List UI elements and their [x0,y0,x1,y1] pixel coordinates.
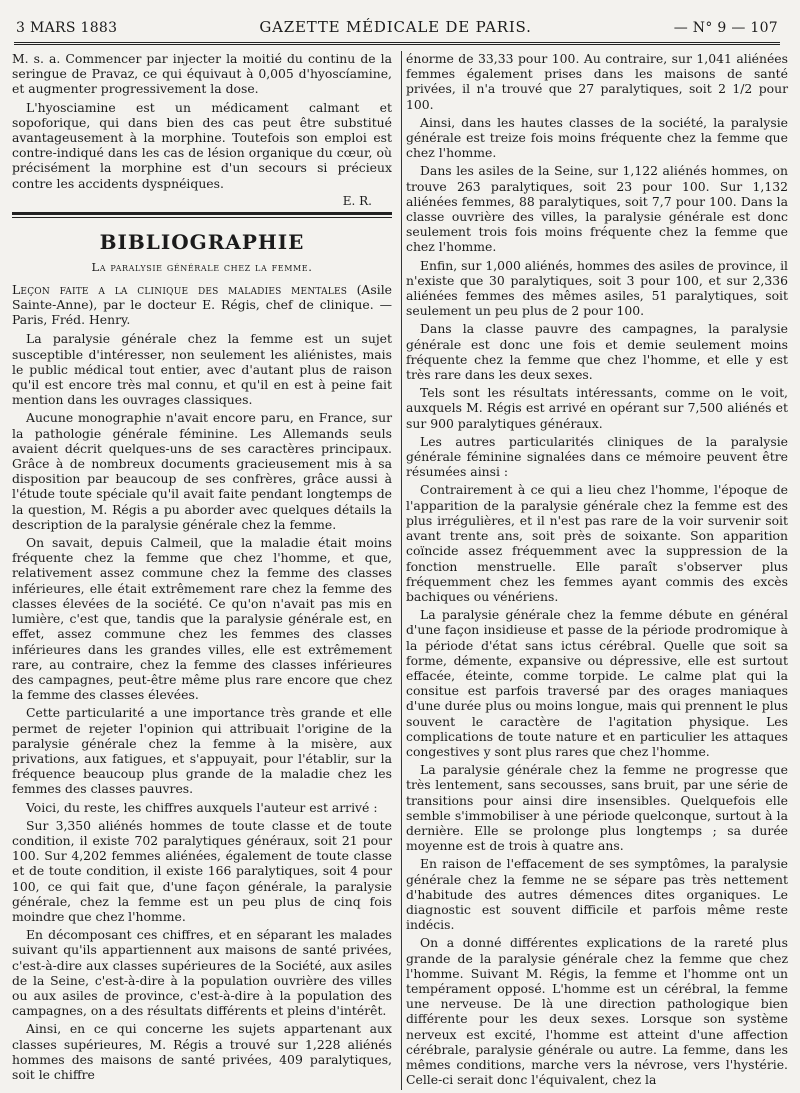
column-divider [401,51,402,1090]
paragraph: L'hyosciamine est un médicament calmant et sopoforique, qui dans bien des cas peut être substitué avantageusement à la morphine. Toutefois son emploi est contre-indiqué dans les cas de lésion organique du cœur, où précisément la morphine est d'un secours si précieux contre les accidents dyspnéiques. [12,99,392,191]
paragraph: M. s. a. Commencer par injecter la moitié du continu de la seringue de Pravaz, ce qui équivaut à 0,005 d'hyoscíamine, et augmenter progressivement la dose. [12,51,392,97]
paragraph: La paralysie générale chez la femme ne progresse que très lentement, sans secousses, sans bruit, par une série de transitions pour ainsi dire insensibles. Quelquefois elle semble s'immobiliser à une période quelconque, surtout à la dernière. Elle se prolonge plus longtemps ; sa durée moyenne est de trois à quatre ans. [406,762,788,854]
paragraph: Dans la classe pauvre des campagnes, la paralysie générale est donc une fois et demie seulement moins fréquente chez la femme que chez l'homme, et elle y est très rare dans les deux sexes. [406,321,788,383]
paragraph: Tels sont les résultats intéressants, comme on le voit, auxquels M. Régis est arrivé en opérant sur 7,500 aliénés et sur 900 paralytiques généraux. [406,385,788,431]
paragraph: En raison de l'effacement de ses symptômes, la paralysie générale chez la femme ne se sépare pas très nettement d'habitude des autres démences dites organiques. Le diagnostic est souvent difficile et parfois même reste indécis. [406,856,788,933]
paragraph: Enfin, sur 1,000 aliénés, hommes des asiles de province, il n'existe que 30 paralytiques, soit 3 pour 100, et sur 2,336 aliénées femmes des mêmes asiles, 51 paralytiques, soit seulement un peu plus de 2 pour 100. [406,257,788,319]
header-rule [14,42,780,45]
text-columns [12,51,788,1090]
paragraph: Aucune monographie n'avait encore paru, en France, sur la pathologie générale féminine. Les Allemands seuls avaient décrit quelques-uns de ses caractères principaux. Grâce à de nombreux documents gracieusement mis à sa disposition par beaucoup de ses confrères, grâce aussi à l'étude toute spéciale qu'il avait faite pendant longtemps de la question, M. Régis a pu aborder avec quelques détails la description de la paralysie générale chez la femme. [12,410,392,532]
issue-date: 3 MARS 1883 [16,20,118,36]
paragraph: Ainsi, dans les hautes classes de la société, la paralysie générale est treize fois moins fréquente chez la femme que chez l'homme. [406,114,788,161]
paragraph: La paralysie générale chez la femme est un sujet susceptible d'intéresser, non seulement les aliénistes, mais le public médical tout entier, avec d'autant plus de raison qu'il est encore très mal connu, et qu'il en est à peine fait mention dans les ouvrages classiques. [12,331,392,408]
page-number: — N° 9 — 107 [673,20,778,36]
paragraph: La paralysie générale chez la femme débute en général d'une façon insidieuse et passe de la période prodromique à la période d'état sans ictus cérébral. Quelle que soit sa forme, démente, expansive ou dépressive, elle est surtout effacée, éteinte, comme torpide. Le calme plat qui la consitue est parfois traversé par des orages maniaques d'une durée plus ou moins longue, mais qui prennent le plus souvent le caractère de l'agitation physique. Les complications de toute nature et en particulier les attaques congestives y sont plus rares que chez l'homme. [406,607,788,759]
article-title: La paralysie générale chez la femme. [91,259,313,274]
right-column [406,51,788,1090]
paragraph: On savait, depuis Calmeil, que la maladie était moins fréquente chez la femme que chez l'homme, et que, relativement assez commune chez la femme des classes inférieures, elle était extrêmement rare chez la femme des classes élevées de la société. Ce qu'on n'avait pas mis en lumière, c'est que, tandis que la paralysie générale est, en effet, assez commune chez les femmes des classes inférieures dans les grandes villes, elle est extrêmement rare, au contraire, chez la femme des classes inférieures des campagnes, peut-être même plus rare encore que chez la femme des classes élevées. [12,535,392,703]
paragraph: On a donné différentes explications de la rareté plus grande de la paralysie générale chez la femme que chez l'homme. Suivant M. Régis, la femme et l'homme ont un tempérament opposé. L'homme est un cérébral, la femme une nerveuse. De là une direction pathologique bien différente pour les deux sexes. Lorsque son système nerveux est excité, l'homme est atteint d'une affection cérébrale, paralysie générale ou autre. La femme, dans les mêmes conditions, marche vers la névrose, vers l'hystérie. Celle-ci serait donc l'équivalent, chez la [406,935,788,1088]
book-reference [12,282,392,328]
paragraph: En décomposant ces chiffres, et en séparant les malades suivant qu'ils appartiennent aux maisons de santé privées, c'est-à-dire aux classes supérieures de la Société, aux asiles de la Seine, c'est-à-dire à la population ouvrière des villes ou aux asiles de province, c'est-à-dire à la population des campagnes, on a des résultats différents et pleins d'intérêt. [12,927,392,1019]
journal-title: GAZETTE MÉDICALE DE PARIS. [259,18,532,36]
paragraph: Voici, du reste, les chiffres auxquels l'auteur est arrivé : [26,799,378,815]
book-details: (Asile Sainte-Anne), par le docteur E. Régis, chef de clinique. — Paris, Fréd. Henry. [12,281,392,328]
paragraph: Sur 3,350 aliénés hommes de toute classe et de toute condition, il existe 702 paralytiques généraux, soit 21 pour 100. Sur 4,202 femmes aliénées, également de toute classe et de toute condition, il existe 166 paralytiques, soit 4 pour 100, ce qui fait que, d'une façon générale, la paralysie générale, chez la femme est un peu plus de cinq fois moindre que chez l'homme. [12,817,392,924]
paragraph: Contrairement à ce qui a lieu chez l'homme, l'époque de l'apparition de la paralysie générale chez la femme est des plus irrégulières, et il n'est pas rare de la voir survenir soit avant trente ans, soit près de soixante. Son apparition coïncide assez fréquemment avec la suppression de la fonction menstruelle. Elle paraît s'observer plus fréquemment chez les femmes ayant commis des excès bachiques ou vénériens. [406,482,788,604]
paragraph: énorme de 33,33 pour 100. Au contraire, sur 1,041 aliénées femmes également prises dans les maisons de santé privées, il n'a trouvé que 27 paralytiques, soit 2 1/2 pour 100. [406,51,788,112]
section-title: BIBLIOGRAPHIE [99,229,305,254]
paragraph: Les autres particularités cliniques de la paralysie générale féminine signalées dans ce mémoire peuvent être résumées ainsi : [406,433,788,480]
paragraph: Dans les asiles de la Seine, sur 1,122 aliénés hommes, on trouve 263 paralytiques, soit 23 pour 100. Sur 1,132 aliénées femmes, 88 paralytiques, soit 7,7 pour 100. Dans la classe ouvrière des villes, la paralysie générale est donc seulement trois fois moins fréquente chez la femme que chez l'homme. [406,163,788,255]
section-rule [12,212,392,218]
paragraph: Ainsi, en ce qui concerne les sujets appartenant aux classes supérieures, M. Régis a trouvé sur 1,228 aliénés hommes des maisons de santé privées, 409 paralytiques, soit le chiffre [12,1021,392,1082]
left-column [12,51,392,1090]
signature: E. R. [342,193,372,208]
running-header [12,18,780,42]
book-title: Leçon faite a la clinique des maladies mentales [12,281,348,297]
paragraph: Cette particularité a une importance très grande et elle permet de rejeter l'opinion qui attribuait l'origine de la paralysie générale chez la femme à la misère, aux privations, aux fatigues, et s'appuyait, pour l'établir, sur la fréquence beaucoup plus grande de la maladie chez les femmes des classes pauvres. [12,705,392,797]
